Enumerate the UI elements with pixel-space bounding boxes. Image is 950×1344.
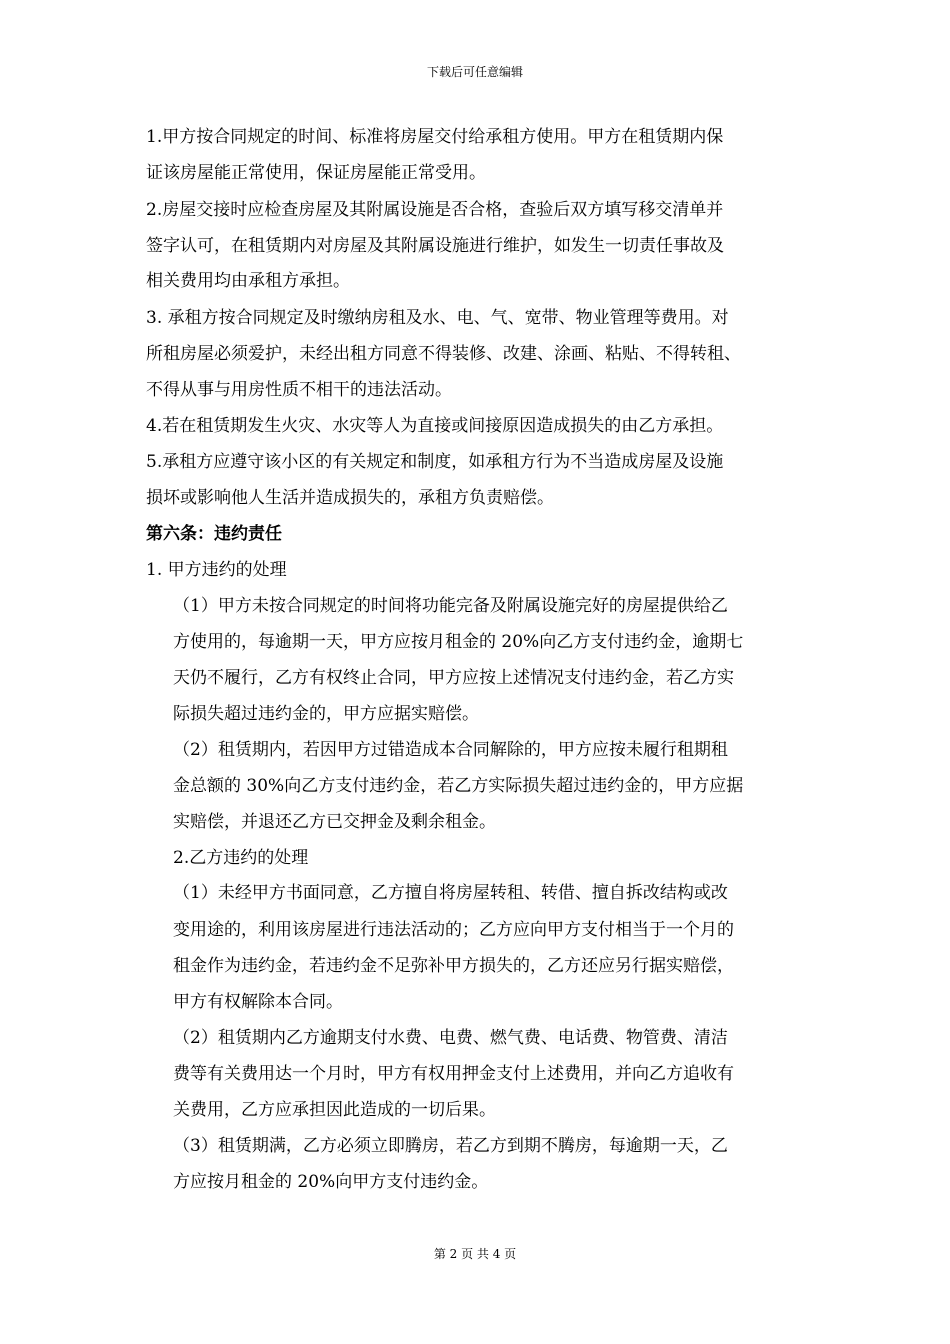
page-header: 下载后可任意编辑 xyxy=(426,65,523,79)
text-line: 5.承租方应遵守该小区的有关规定和制度，如承租方行为不当造成房屋及设施 xyxy=(146,452,724,472)
text-line: 1.甲方按合同规定的时间、标准将房屋交付给承租方使用。甲方在租赁期内保 xyxy=(146,127,724,147)
text-line: 租金作为违约金，若违约金不足弥补甲方损失的，乙方还应另行据实赔偿， xyxy=(173,956,734,976)
text-line: 证该房屋能正常使用，保证房屋能正常受用。 xyxy=(146,163,486,183)
text-line: （3）租赁期满，乙方必须立即腾房，若乙方到期不腾房，每逾期一天，乙 xyxy=(173,1136,728,1156)
page-footer: 第 2 页 共 4 页 xyxy=(433,1247,517,1261)
text-line: 3. 承租方按合同规定及时缴纳房租及水、电、气、宽带、物业管理等费用。对 xyxy=(146,308,729,328)
text-line: 损坏或影响他人生活并造成损失的，承租方负责赔偿。 xyxy=(146,488,554,508)
text-line: 甲方有权解除本合同。 xyxy=(173,992,343,1012)
text-line: 所租房屋必须爱护，未经出租方同意不得装修、改建、涂画、粘贴、不得转租、 xyxy=(146,344,741,364)
text-line: 天仍不履行，乙方有权终止合同，甲方应按上述情况支付违约金，若乙方实 xyxy=(173,668,734,688)
text-line: 费等有关费用达一个月时，甲方有权用押金支付上述费用，并向乙方追收有 xyxy=(173,1064,734,1084)
text-line: 4.若在租赁期发生火灾、水灾等人为直接或间接原因造成损失的由乙方承担。 xyxy=(146,416,724,436)
text-line: （1）甲方未按合同规定的时间将功能完备及附属设施完好的房屋提供给乙 xyxy=(173,596,728,616)
text-line: （2）租赁期内乙方逾期支付水费、电费、燃气费、电话费、物管费、清洁 xyxy=(173,1028,728,1048)
text-line: 方使用的，每逾期一天，甲方应按月租金的 20%向乙方支付违约金，逾期七 xyxy=(173,632,744,652)
text-line: 签字认可，在租赁期内对房屋及其附属设施进行维护，如发生一切责任事故及 xyxy=(146,236,724,256)
text-line: 实赔偿，并退还乙方已交押金及剩余租金。 xyxy=(173,812,496,832)
text-line: 变用途的，利用该房屋进行违法活动的；乙方应向甲方支付相当于一个月的 xyxy=(173,920,734,940)
section-heading: 第六条：违约责任 xyxy=(146,524,282,544)
text-line: 方应按月租金的 20%向甲方支付违约金。 xyxy=(173,1172,489,1192)
text-line: 金总额的 30%向乙方支付违约金，若乙方实际损失超过违约金的，甲方应据 xyxy=(173,776,744,796)
text-line: 2.房屋交接时应检查房屋及其附属设施是否合格，查验后双方填写移交清单并 xyxy=(146,200,724,220)
text-line: （1）未经甲方书面同意，乙方擅自将房屋转租、转借、擅自拆改结构或改 xyxy=(173,883,728,903)
text-line: 关费用，乙方应承担因此造成的一切后果。 xyxy=(173,1100,496,1120)
text-line: 际损失超过违约金的，甲方应据实赔偿。 xyxy=(173,704,479,724)
text-line: 2.乙方违约的处理 xyxy=(173,848,309,868)
text-line: 不得从事与用房性质不相干的违法活动。 xyxy=(146,380,452,400)
text-line: 1. 甲方违约的处理 xyxy=(146,560,287,580)
text-line: （2）租赁期内，若因甲方过错造成本合同解除的，甲方应按未履行租期租 xyxy=(173,740,728,760)
text-line: 相关费用均由承租方承担。 xyxy=(146,271,350,291)
